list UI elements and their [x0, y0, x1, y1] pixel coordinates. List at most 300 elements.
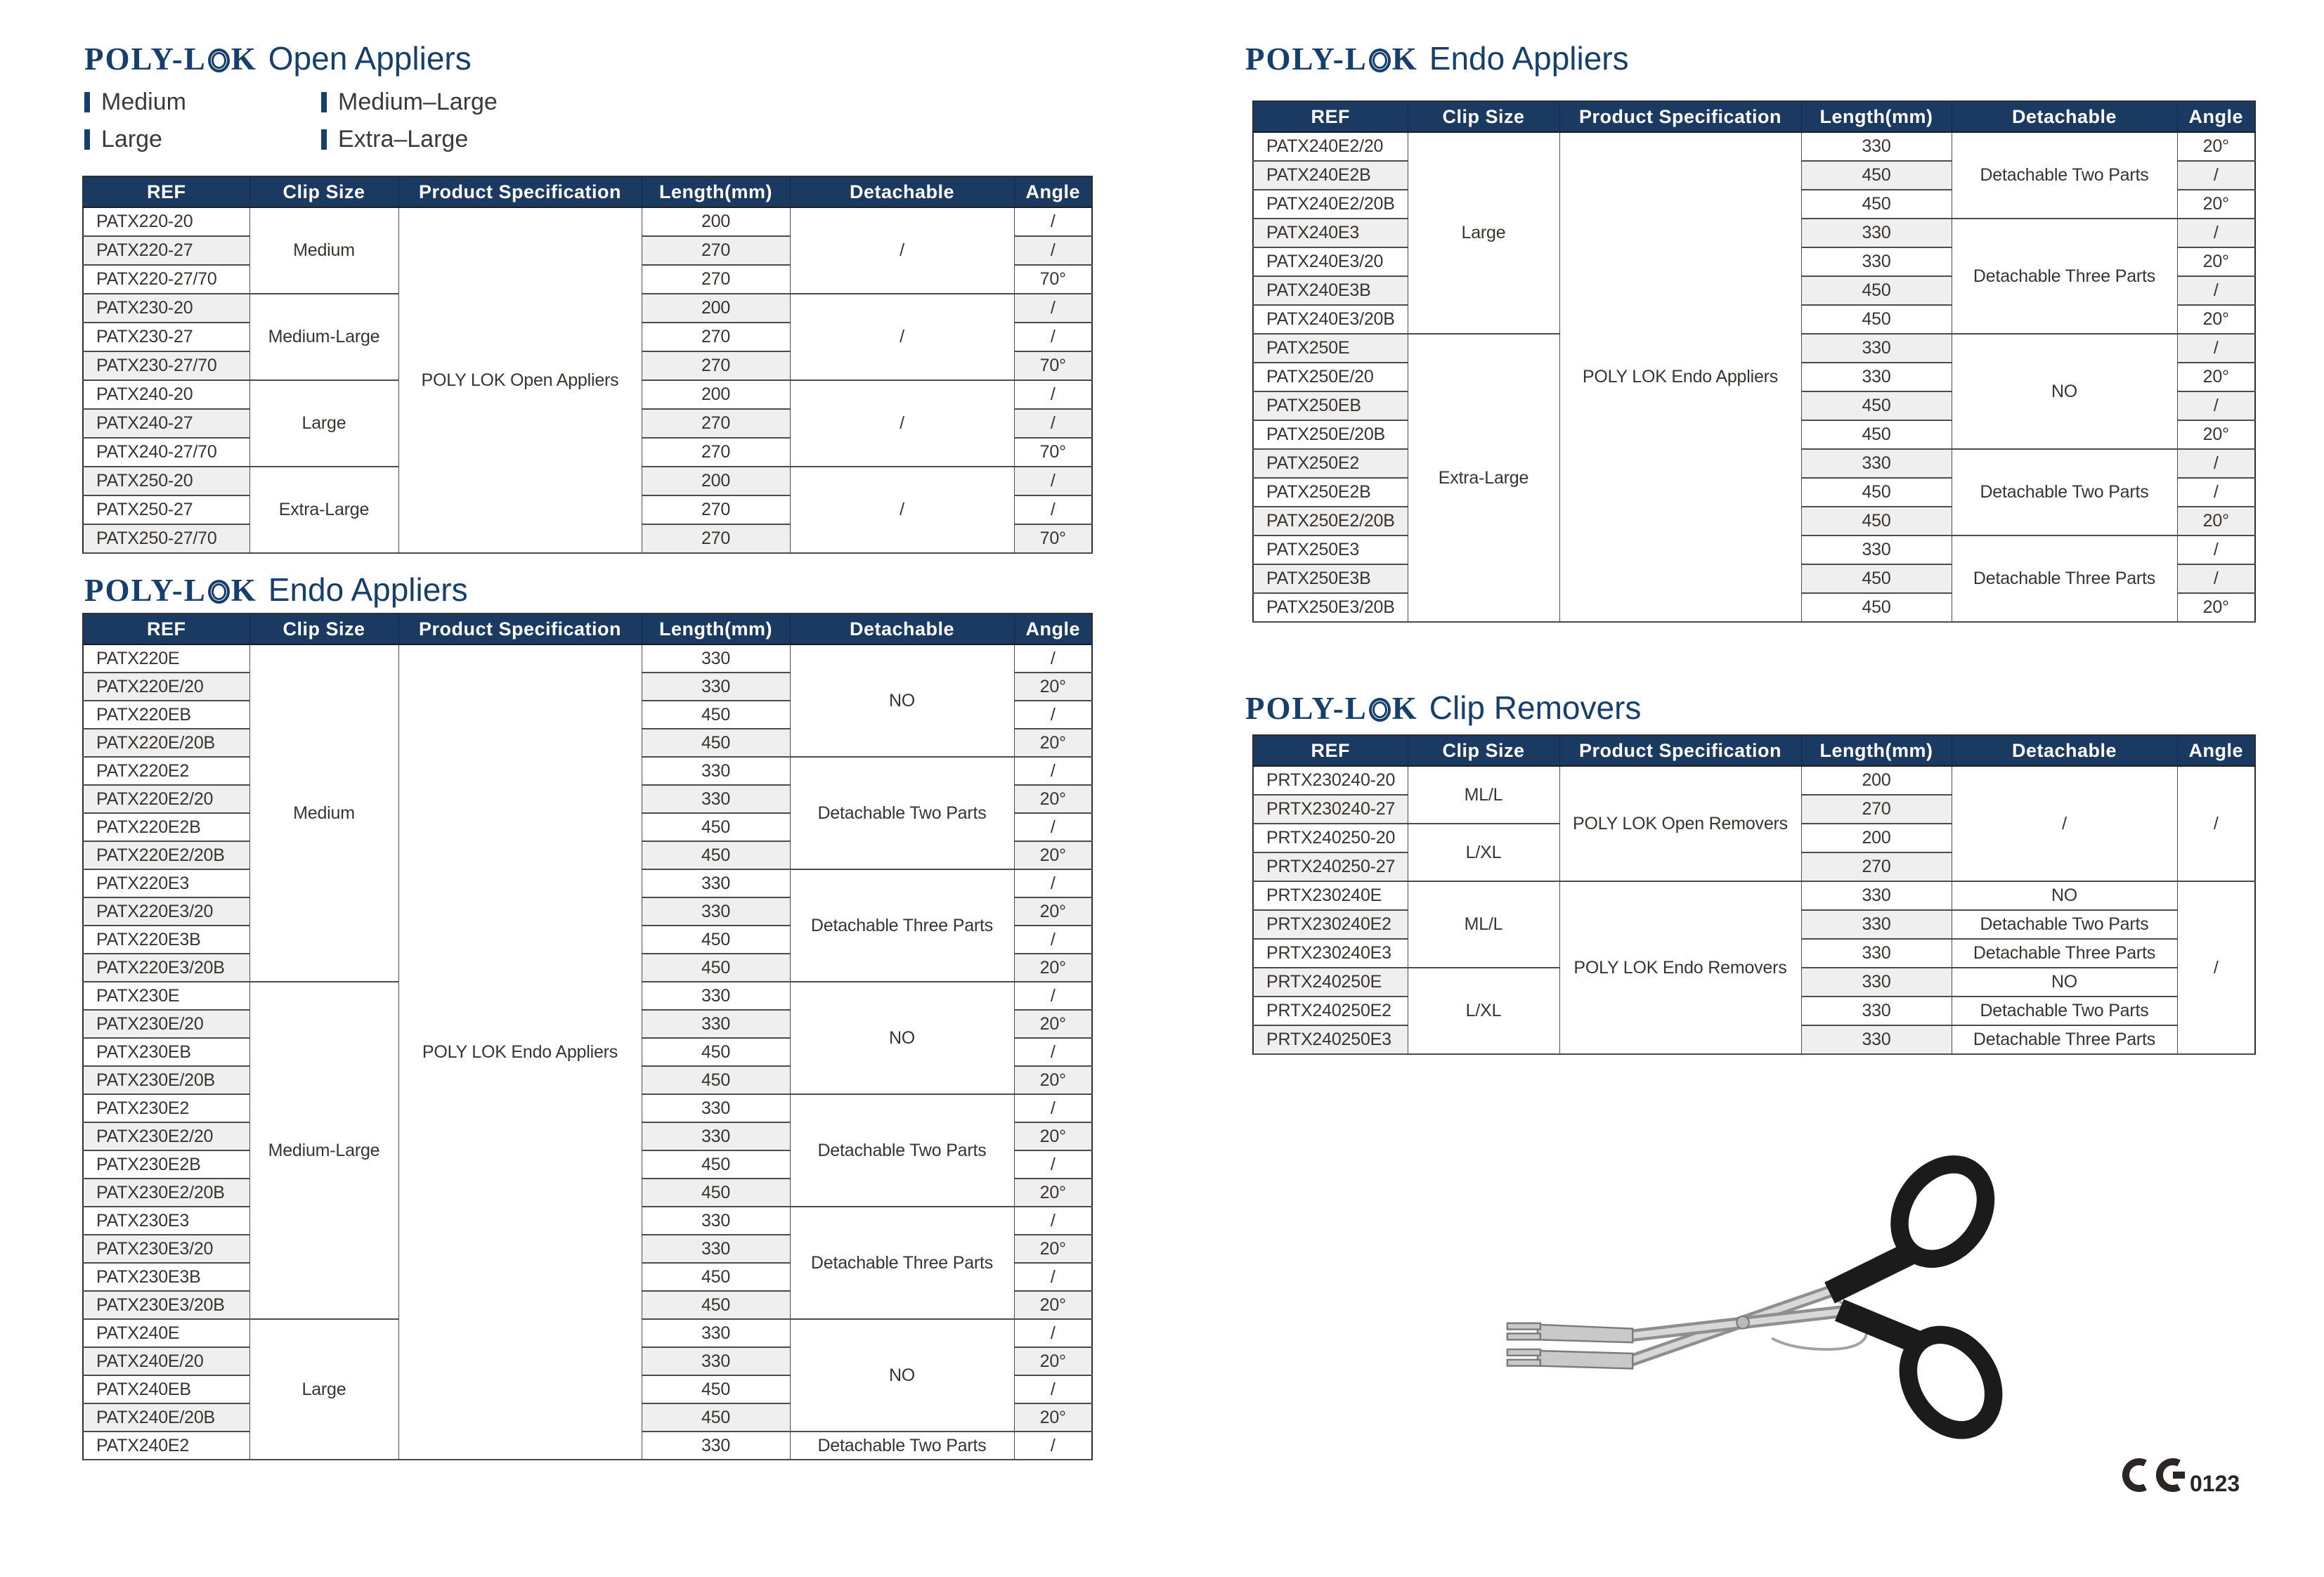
ref-cell: PATX230-27	[83, 323, 249, 351]
angle-cell: 20°	[1014, 1235, 1092, 1263]
section-title-endo-appliers-left	[84, 571, 468, 609]
clip-size-cell: Extra-Large	[1408, 334, 1559, 622]
length-cell: 200	[1801, 824, 1952, 852]
column-header: Clip Size	[249, 614, 398, 644]
ref-cell: PATX220E/20B	[83, 729, 249, 757]
length-cell: 330	[1801, 1025, 1952, 1054]
section-title-clip-removers	[1245, 689, 1641, 727]
length-cell: 270	[642, 524, 790, 553]
angle-cell: 20°	[1014, 673, 1092, 701]
ref-cell: PATX240E/20B	[83, 1403, 249, 1432]
length-cell: 330	[642, 1235, 790, 1263]
table-row	[1253, 881, 2255, 910]
bullet-icon	[321, 92, 327, 112]
angle-cell: 70°	[1014, 351, 1092, 380]
clip-size-cell: Medium	[249, 207, 398, 294]
clip-size-cell: Large	[1408, 132, 1559, 334]
ref-cell: PATX220E2B	[83, 813, 249, 841]
ref-cell: PATX240E3B	[1253, 276, 1408, 305]
column-header: REF	[1253, 735, 1408, 766]
ref-cell: PATX220E2/20	[83, 785, 249, 813]
angle-cell: /	[1014, 644, 1092, 673]
length-cell: 450	[642, 1038, 790, 1066]
column-header: Product Specification	[398, 614, 642, 644]
column-header: Product Specification	[1559, 101, 1801, 132]
finger-rings	[1830, 1148, 2011, 1446]
angle-cell: /	[2177, 391, 2255, 420]
clip-size-cell: Extra-Large	[249, 467, 398, 553]
length-cell: 330	[642, 1094, 790, 1122]
detachable-cell: /	[1952, 766, 2177, 881]
ref-cell: PATX250E/20	[1253, 363, 1408, 391]
length-cell: 450	[642, 1291, 790, 1319]
length-cell: 330	[642, 644, 790, 673]
column-header: Product Specification	[1559, 735, 1801, 766]
ref-cell: PATX240E/20	[83, 1347, 249, 1375]
length-cell: 450	[642, 729, 790, 757]
legend-item	[321, 89, 498, 116]
detachable-cell: /	[790, 467, 1014, 553]
length-cell: 200	[642, 380, 790, 409]
angle-cell: /	[2177, 536, 2255, 564]
angle-cell: /	[1014, 467, 1092, 495]
detachable-cell: Detachable Three Parts	[1952, 939, 2177, 968]
angle-cell: /	[1014, 982, 1092, 1010]
length-cell: 200	[642, 294, 790, 323]
pivot-screw	[1736, 1316, 1749, 1329]
detachable-cell: Detachable Three Parts	[790, 869, 1014, 982]
column-header: Angle	[1014, 176, 1092, 207]
product-spec-cell: POLY LOK Open Appliers	[398, 207, 642, 553]
angle-cell: 20°	[1014, 1010, 1092, 1038]
angle-cell: /	[1014, 236, 1092, 265]
length-cell: 330	[642, 1432, 790, 1460]
table-header	[83, 614, 1092, 644]
angle-cell: 20°	[1014, 841, 1092, 869]
ref-cell: PATX220EB	[83, 701, 249, 729]
clip-size-cell: L/XL	[1408, 968, 1559, 1054]
length-cell: 330	[642, 1319, 790, 1347]
column-header: Length(mm)	[1801, 101, 1952, 132]
section-title-text: Clip Removers	[1429, 689, 1642, 726]
angle-cell: /	[1014, 757, 1092, 785]
detachable-cell: Detachable Three Parts	[1952, 1025, 2177, 1054]
length-cell: 330	[642, 1207, 790, 1235]
length-cell: 450	[642, 1179, 790, 1207]
product-spec-cell: POLY LOK Open Removers	[1559, 766, 1801, 881]
brand-suffix: K	[231, 41, 257, 77]
length-cell: 330	[1801, 449, 1952, 478]
ref-cell: PATX220E3	[83, 869, 249, 897]
length-cell: 450	[1801, 391, 1952, 420]
ref-cell: PATX240E	[83, 1319, 249, 1347]
column-header: Length(mm)	[642, 614, 790, 644]
length-cell: 330	[642, 869, 790, 897]
length-cell: 450	[642, 701, 790, 729]
column-header: Length(mm)	[1801, 735, 1952, 766]
angle-cell: 20°	[1014, 729, 1092, 757]
length-cell: 330	[1801, 910, 1952, 939]
length-cell: 330	[1801, 334, 1952, 363]
angle-cell: /	[2177, 766, 2255, 881]
length-cell: 450	[642, 1403, 790, 1432]
angle-cell: 20°	[1014, 1291, 1092, 1319]
section-title-text: Endo Appliers	[1429, 40, 1629, 77]
brand-prefix: POLY-L	[1245, 691, 1368, 726]
table-header	[1253, 735, 2255, 766]
detachable-cell: Detachable Three Parts	[1952, 536, 2177, 622]
ref-cell: PRTX240250-27	[1253, 852, 1408, 881]
header-row	[1253, 101, 2255, 132]
length-cell: 330	[642, 1122, 790, 1150]
angle-cell: /	[1014, 701, 1092, 729]
ref-cell: PATX250E3B	[1253, 564, 1408, 593]
angle-cell: 20°	[1014, 954, 1092, 982]
angle-cell: 70°	[1014, 524, 1092, 553]
ref-cell: PATX230E3/20	[83, 1235, 249, 1263]
length-cell: 200	[1801, 766, 1952, 795]
ref-cell: PRTX230240-27	[1253, 795, 1408, 824]
ref-cell: PATX220E3B	[83, 926, 249, 954]
ref-cell: PATX220-27/70	[83, 265, 249, 294]
brand-suffix: K	[1391, 41, 1418, 77]
ref-cell: PATX230E2B	[83, 1150, 249, 1179]
angle-cell: /	[1014, 1094, 1092, 1122]
ref-cell: PRTX240250E2	[1253, 997, 1408, 1025]
detachable-cell: NO	[790, 982, 1014, 1094]
length-cell: 450	[642, 1150, 790, 1179]
clip-size-cell: Medium-Large	[249, 982, 398, 1319]
ref-cell: PATX230E3/20B	[83, 1291, 249, 1319]
length-cell: 330	[1801, 939, 1952, 968]
ref-cell: PATX220E3/20B	[83, 954, 249, 982]
angle-cell: /	[1014, 926, 1092, 954]
ref-cell: PATX220-27	[83, 236, 249, 265]
ref-cell: PATX250-27/70	[83, 524, 249, 553]
legend-item	[321, 126, 498, 153]
ref-cell: PRTX230240-20	[1253, 766, 1408, 795]
brand-prefix: POLY-L	[1245, 41, 1368, 77]
angle-cell: 20°	[2177, 247, 2255, 276]
length-cell: 450	[642, 1066, 790, 1094]
detachable-cell: Detachable Two Parts	[790, 1432, 1014, 1460]
length-cell: 450	[1801, 305, 1952, 334]
detachable-cell: /	[790, 207, 1014, 294]
detachable-cell: Detachable Two Parts	[1952, 997, 2177, 1025]
length-cell: 270	[642, 351, 790, 380]
length-cell: 200	[642, 467, 790, 495]
bullet-icon	[84, 92, 90, 112]
table-header	[83, 176, 1092, 207]
ref-cell: PRTX230240E	[1253, 881, 1408, 910]
ref-cell: PATX220E2	[83, 757, 249, 785]
detachable-cell: Detachable Two Parts	[1952, 449, 2177, 536]
ref-cell: PATX250E2	[1253, 449, 1408, 478]
length-cell: 330	[642, 1010, 790, 1038]
brand-o-icon	[208, 580, 230, 604]
length-cell: 330	[642, 897, 790, 926]
clip-size-cell: Large	[249, 380, 398, 467]
legend-label: Large	[101, 126, 162, 152]
ref-cell: PRTX230240E2	[1253, 910, 1408, 939]
length-cell: 450	[642, 954, 790, 982]
ref-cell: PATX240-27	[83, 409, 249, 438]
angle-cell: 20°	[2177, 363, 2255, 391]
angle-cell: 20°	[1014, 785, 1092, 813]
angle-cell: 70°	[1014, 265, 1092, 294]
clip-size-cell: Large	[249, 1319, 398, 1460]
ref-cell: PATX250EB	[1253, 391, 1408, 420]
ref-cell: PATX230E3B	[83, 1263, 249, 1291]
brand-logo	[84, 572, 257, 609]
angle-cell: /	[2177, 478, 2255, 507]
detachable-cell: /	[790, 380, 1014, 467]
ref-cell: PATX230EB	[83, 1038, 249, 1066]
clip-size-cell: Medium-Large	[249, 294, 398, 380]
angle-cell: /	[1014, 380, 1092, 409]
angle-cell: /	[1014, 1038, 1092, 1066]
column-header: Detachable	[1952, 735, 2177, 766]
length-cell: 450	[1801, 161, 1952, 190]
length-cell: 450	[642, 1263, 790, 1291]
column-header: Clip Size	[1408, 101, 1559, 132]
table-header	[1253, 101, 2255, 132]
length-cell: 450	[1801, 420, 1952, 449]
angle-cell: 20°	[1014, 1179, 1092, 1207]
brand-logo	[1245, 41, 1418, 77]
table-row	[83, 644, 1092, 673]
detachable-cell: NO	[1952, 881, 2177, 910]
ref-cell: PRTX230240E3	[1253, 939, 1408, 968]
ref-cell: PRTX240250E	[1253, 968, 1408, 997]
angle-cell: /	[1014, 294, 1092, 323]
ce-icon	[2117, 1455, 2250, 1498]
brand-logo	[84, 41, 257, 77]
detachable-cell: Detachable Two Parts	[790, 757, 1014, 869]
angle-cell: /	[1014, 1375, 1092, 1403]
angle-cell: 20°	[1014, 1122, 1092, 1150]
length-cell: 330	[642, 785, 790, 813]
table-row	[1253, 132, 2255, 161]
bullet-icon	[321, 129, 327, 150]
ref-cell: PATX240-27/70	[83, 438, 249, 467]
ref-cell: PATX250E2/20B	[1253, 507, 1408, 536]
bullet-icon	[84, 129, 90, 150]
ref-cell: PATX250E2B	[1253, 478, 1408, 507]
length-cell: 450	[1801, 593, 1952, 622]
length-cell: 200	[642, 207, 790, 236]
clip-size-cell: L/XL	[1408, 824, 1559, 881]
detachable-cell: Detachable Two Parts	[1952, 132, 2177, 219]
detachable-cell: Detachable Three Parts	[790, 1207, 1014, 1319]
angle-cell: 20°	[1014, 1066, 1092, 1094]
length-cell: 450	[642, 926, 790, 954]
table-row	[1253, 766, 2255, 795]
clip-size-cell: ML/L	[1408, 881, 1559, 968]
brand-prefix: POLY-L	[84, 573, 207, 608]
length-cell: 450	[642, 1375, 790, 1403]
detachable-cell: Detachable Two Parts	[1952, 910, 2177, 939]
ref-cell: PATX250-20	[83, 467, 249, 495]
angle-cell: /	[1014, 323, 1092, 351]
length-cell: 450	[642, 813, 790, 841]
ref-cell: PRTX240250-20	[1253, 824, 1408, 852]
ref-cell: PATX240-20	[83, 380, 249, 409]
column-header: Detachable	[790, 176, 1014, 207]
length-cell: 330	[1801, 132, 1952, 161]
length-cell: 270	[642, 265, 790, 294]
ref-cell: PATX240EB	[83, 1375, 249, 1403]
ref-cell: PATX250-27	[83, 495, 249, 524]
length-cell: 450	[642, 841, 790, 869]
table-row	[83, 207, 1092, 236]
ref-cell: PATX250E3/20B	[1253, 593, 1408, 622]
angle-cell: 20°	[2177, 190, 2255, 219]
length-cell: 270	[642, 495, 790, 524]
length-cell: 330	[642, 673, 790, 701]
angle-cell: /	[1014, 813, 1092, 841]
column-header: REF	[83, 176, 249, 207]
ref-cell: PATX220-20	[83, 207, 249, 236]
ref-cell: PATX250E	[1253, 334, 1408, 363]
detachable-cell: /	[790, 294, 1014, 380]
angle-cell: /	[1014, 1150, 1092, 1179]
column-header: Detachable	[790, 614, 1014, 644]
header-row	[1253, 735, 2255, 766]
angle-cell: /	[1014, 207, 1092, 236]
product-spec-cell: POLY LOK Endo Appliers	[398, 644, 642, 1460]
ref-cell: PATX220E/20	[83, 673, 249, 701]
length-cell: 450	[1801, 507, 1952, 536]
ref-cell: PATX230E2	[83, 1094, 249, 1122]
angle-cell: 20°	[2177, 305, 2255, 334]
length-cell: 270	[642, 323, 790, 351]
length-cell: 270	[642, 236, 790, 265]
angle-cell: /	[1014, 1432, 1092, 1460]
ref-cell: PATX230E3	[83, 1207, 249, 1235]
endo-appliers-right-table	[1252, 100, 2256, 623]
detachable-cell: NO	[790, 644, 1014, 757]
product-spec-cell: POLY LOK Endo Removers	[1559, 881, 1801, 1054]
length-cell: 330	[1801, 536, 1952, 564]
length-cell: 270	[1801, 852, 1952, 881]
length-cell: 450	[1801, 190, 1952, 219]
brand-suffix: K	[1391, 691, 1418, 726]
angle-cell: /	[1014, 409, 1092, 438]
ref-cell: PATX240E2	[83, 1432, 249, 1460]
column-header: Clip Size	[249, 176, 398, 207]
ref-cell: PATX240E3/20	[1253, 247, 1408, 276]
brand-o-icon	[1369, 698, 1391, 722]
ref-cell: PATX240E3	[1253, 219, 1408, 247]
ref-cell: PATX230E2/20	[83, 1122, 249, 1150]
column-header: Length(mm)	[642, 176, 790, 207]
legend-label: Medium	[101, 89, 186, 115]
length-cell: 330	[1801, 363, 1952, 391]
length-cell: 330	[1801, 881, 1952, 910]
column-header: REF	[1253, 101, 1408, 132]
ref-cell: PATX220E2/20B	[83, 841, 249, 869]
section-title-text: Open Appliers	[268, 40, 472, 77]
ref-cell: PATX230E/20	[83, 1010, 249, 1038]
legend-label: Medium–Large	[338, 89, 498, 115]
clip-applier-photo	[1469, 1107, 2157, 1493]
legend-item	[84, 126, 321, 153]
ref-cell: PATX240E2B	[1253, 161, 1408, 190]
length-cell: 330	[1801, 997, 1952, 1025]
angle-cell: /	[1014, 1319, 1092, 1347]
detachable-cell: NO	[1952, 968, 2177, 997]
clip-size-cell: ML/L	[1408, 766, 1559, 824]
detachable-cell: NO	[790, 1319, 1014, 1432]
angle-cell: 20°	[2177, 507, 2255, 536]
brand-prefix: POLY-L	[84, 41, 207, 77]
angle-cell: 20°	[2177, 132, 2255, 161]
length-cell: 330	[642, 1347, 790, 1375]
angle-cell: /	[1014, 1263, 1092, 1291]
header-row	[83, 614, 1092, 644]
brand-logo	[1245, 690, 1418, 727]
ref-cell: PATX240E2/20	[1253, 132, 1408, 161]
angle-cell: 20°	[1014, 897, 1092, 926]
brand-suffix: K	[231, 573, 257, 608]
length-cell: 330	[1801, 219, 1952, 247]
column-header: Angle	[1014, 614, 1092, 644]
product-spec-cell: POLY LOK Endo Appliers	[1559, 132, 1801, 622]
ref-cell: PATX240E3/20B	[1253, 305, 1408, 334]
angle-cell: 20°	[1014, 1403, 1092, 1432]
legend-label: Extra–Large	[338, 126, 469, 152]
ce-mark	[2117, 1455, 2250, 1502]
angle-cell: 20°	[2177, 420, 2255, 449]
length-cell: 450	[1801, 478, 1952, 507]
open-appliers-table	[82, 176, 1093, 554]
section-title-open-appliers	[84, 39, 472, 77]
endo-appliers-left-table	[82, 613, 1093, 1460]
ref-cell: PATX220E3/20	[83, 897, 249, 926]
section-title-endo-appliers-right	[1245, 39, 1629, 77]
brand-o-icon	[1369, 48, 1391, 72]
angle-cell: 20°	[2177, 593, 2255, 622]
ref-cell: PATX250E3	[1253, 536, 1408, 564]
detachable-cell: NO	[1952, 334, 2177, 449]
ce-code: 0123	[2190, 1471, 2240, 1496]
detachable-cell: Detachable Two Parts	[790, 1094, 1014, 1207]
clip-removers-table	[1252, 734, 2256, 1055]
forked-jaws	[1507, 1323, 1632, 1369]
length-cell: 450	[1801, 564, 1952, 593]
length-cell: 270	[1801, 795, 1952, 824]
ref-cell: PATX230-27/70	[83, 351, 249, 380]
length-cell: 270	[642, 409, 790, 438]
ref-cell: PATX230E2/20B	[83, 1179, 249, 1207]
angle-cell: /	[2177, 564, 2255, 593]
ref-cell: PATX230E/20B	[83, 1066, 249, 1094]
length-cell: 330	[1801, 968, 1952, 997]
ref-cell: PATX250E/20B	[1253, 420, 1408, 449]
angle-cell: /	[2177, 219, 2255, 247]
angle-cell: 70°	[1014, 438, 1092, 467]
length-cell: 270	[642, 438, 790, 467]
length-cell: 330	[642, 982, 790, 1010]
column-header: Angle	[2177, 735, 2255, 766]
ref-cell: PATX220E	[83, 644, 249, 673]
angle-cell: /	[2177, 334, 2255, 363]
length-cell: 330	[1801, 247, 1952, 276]
angle-cell: /	[2177, 881, 2255, 1054]
angle-cell: /	[1014, 869, 1092, 897]
section-title-text: Endo Appliers	[268, 571, 468, 608]
